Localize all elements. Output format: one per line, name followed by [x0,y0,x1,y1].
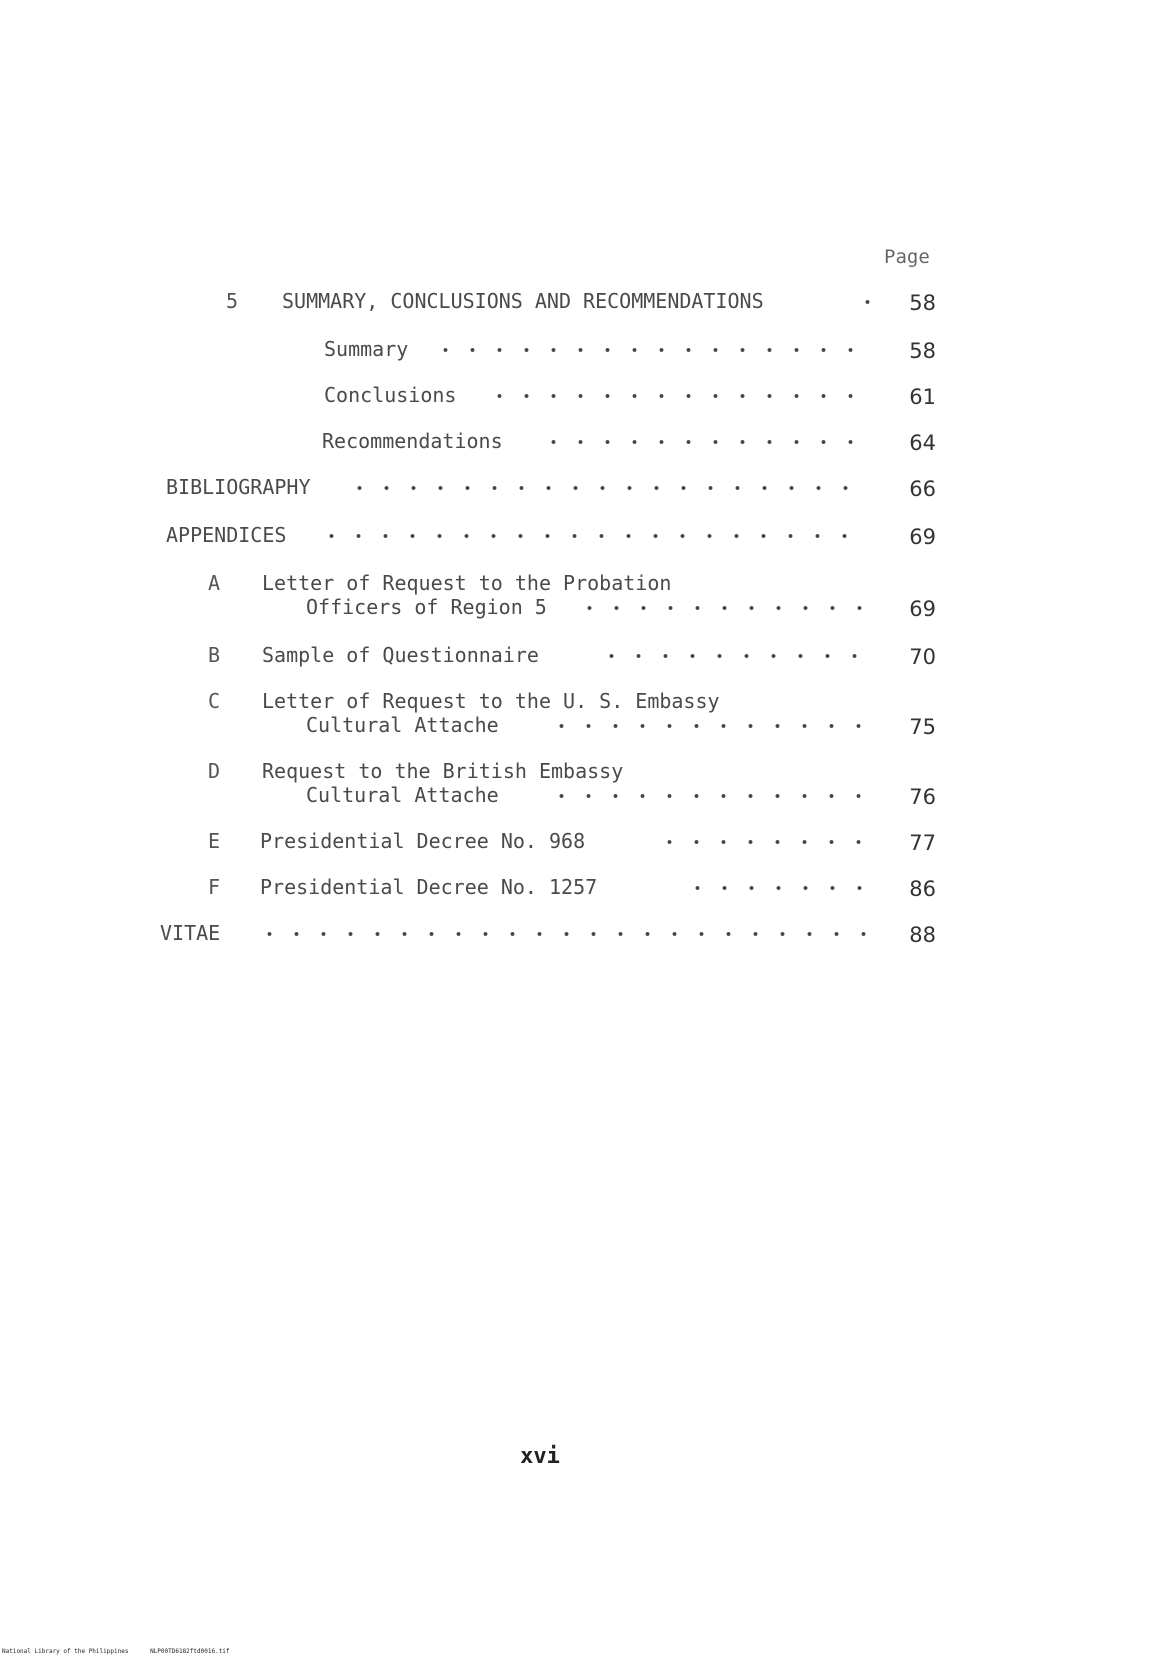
toc-entry-letter: A [208,571,221,595]
toc-entry-title: Letter of Request to the U. S. Embassy [262,689,720,713]
toc-entry-title: VITAE [160,921,221,945]
toc-entry-title: Presidential Decree No. 1257 [260,875,598,899]
toc-entry-title: Conclusions [324,383,457,407]
dot-leader [576,604,868,612]
toc-entry-letter: C [208,689,221,713]
dot-leader [598,652,868,660]
toc-entry-page: 77 [909,831,936,855]
page-number: xvi [520,1444,560,1469]
toc-entry-title-continued: Cultural Attache [306,783,499,807]
toc-entry-page: 75 [909,715,936,739]
toc-entry-appendix-a [0,568,1168,628]
toc-entry-page: 58 [909,339,936,363]
toc-entry-title: Recommendations [322,429,503,453]
toc-entry-title-continued: Officers of Region 5 [306,595,547,619]
toc-entry-title-continued: Cultural Attache [306,713,499,737]
scan-filename: NLP00TD6182ftd0016.tif [150,1648,230,1655]
page-column-heading: Page [884,246,930,268]
toc-entry-title: Sample of Questionnaire [262,643,539,667]
toc-entry-conclusions [0,380,1168,414]
dot-leader [346,484,868,492]
toc-entry-page: 86 [909,877,936,901]
dot-leader [256,930,868,938]
toc-entry-title: APPENDICES [166,523,287,547]
toc-entry-appendix-c [0,686,1168,746]
toc-entry-appendices [0,520,1168,554]
library-credit: National Library of the Philippines [2,1648,129,1655]
toc-entry-page: 69 [909,525,936,549]
toc-entry-title: Presidential Decree No. 968 [260,829,586,853]
dot-leader [684,884,868,892]
toc-entry-summary [0,334,1168,368]
toc-entry-title: Summary [324,337,409,361]
toc-entry-page: 66 [909,477,936,501]
toc-entry-appendix-b [0,640,1168,674]
dot-leader [548,722,868,730]
toc-entry-page: 64 [909,431,936,455]
dot-leader [318,532,868,540]
toc-entry-appendix-e [0,826,1168,860]
toc-entry-page: 70 [909,645,936,669]
toc-entry-recommendations [0,426,1168,460]
toc-entry-appendix-f [0,872,1168,906]
dot-leader [432,346,868,354]
toc-entry-title: Request to the British Embassy [262,759,624,783]
dot-leader [854,298,872,306]
toc-entry-title: Letter of Request to the Probation [262,571,672,595]
dot-leader [656,838,868,846]
toc-entry-letter: E [208,829,221,853]
toc-entry-number: 5 [226,289,239,313]
toc-entry-page: 88 [909,923,936,947]
toc-entry-page: 69 [909,597,936,621]
toc-entry-letter: D [208,759,221,783]
toc-entry-title: SUMMARY, CONCLUSIONS AND RECOMMENDATIONS [282,289,764,313]
toc-entry-page: 76 [909,785,936,809]
toc-entry-title: BIBLIOGRAPHY [166,475,311,499]
toc-entry-chapter-5 [0,286,1168,320]
dot-leader [540,438,868,446]
toc-entry-letter: B [208,643,221,667]
toc-entry-page: 61 [909,385,936,409]
dot-leader [486,392,868,400]
scan-footer [2,1648,248,1655]
toc-entry-bibliography [0,472,1168,506]
toc-entry-appendix-d [0,756,1168,816]
toc-entry-page: 58 [909,291,936,315]
dot-leader [548,792,868,800]
toc-entry-letter: F [208,875,221,899]
toc-entry-vitae [0,918,1168,952]
